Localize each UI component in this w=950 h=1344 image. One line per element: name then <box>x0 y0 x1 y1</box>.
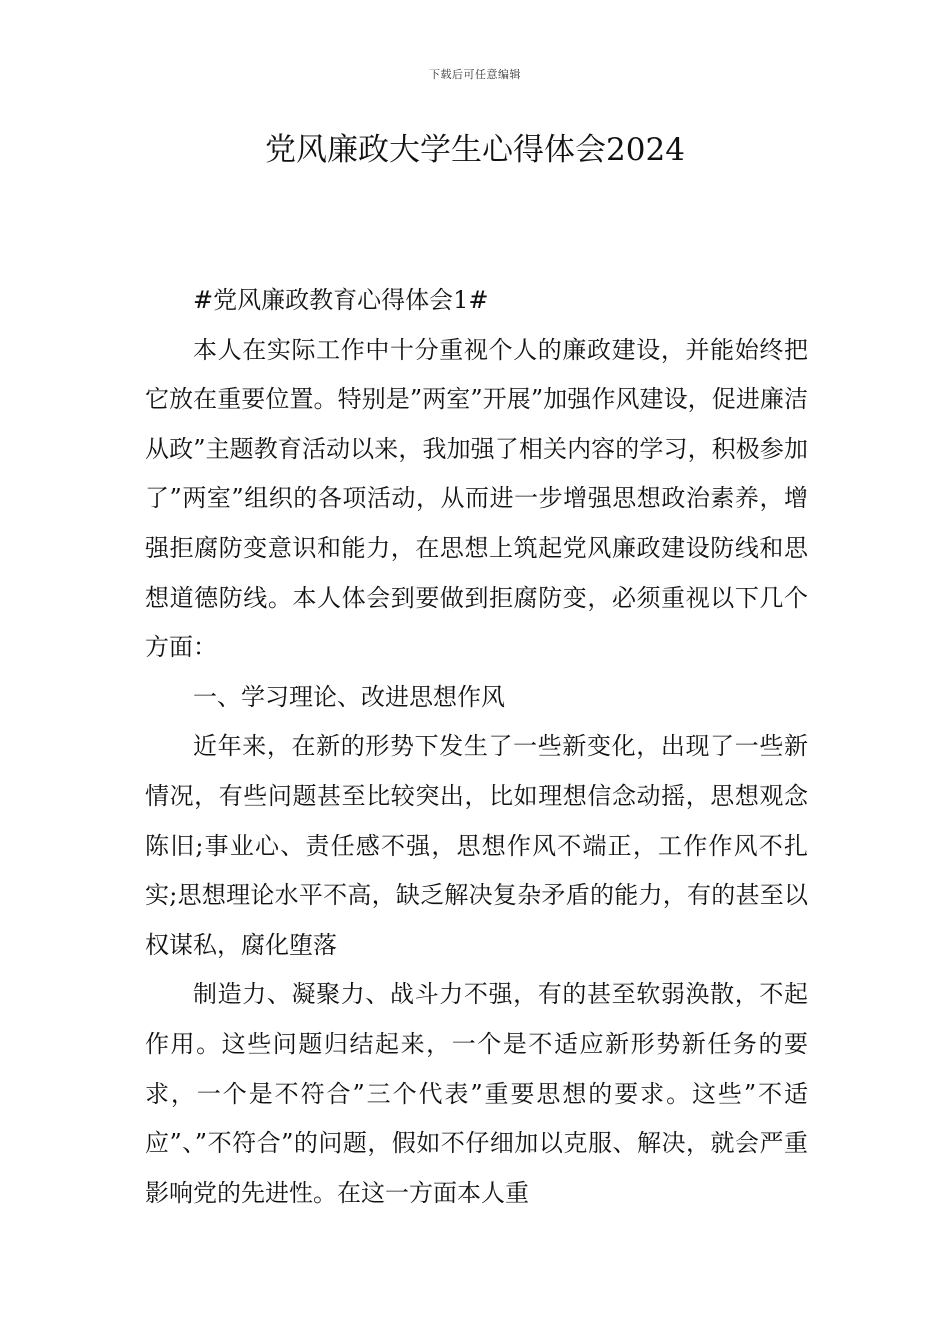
section-heading: #党风廉政教育心得体会1# <box>193 286 489 314</box>
body-paragraph: 本人在实际工作中十分重视个人的廉政建设，并能始终把它放在重要位置。特别是”两室”开展”加强作风建设，促进廉洁从政”主题教育活动以来，我加强了相关内容的学习，积极参加了”两室”组织的各项活动，从而进一步增强思想政治素养，增强拒腐防变意识和能力，在思想上筑起党风廉政建设防线和思想道德防线。本人体会到要做到拒腐防变，必须重视以下几个方面： <box>145 335 808 662</box>
header-note: 下载后可任意编辑 <box>429 68 521 81</box>
document-body <box>145 276 808 1218</box>
body-paragraph: 近年来，在新的形势下发生了一些新变化，出现了一些新情况，有些问题甚至比较突出，比如理想信念动摇，思想观念陈旧;事业心、责任感不强，思想作风不端正，工作作风不扎实;思想理论水平不高，缺乏解决复杂矛盾的能力，有的甚至以权谋私，腐化堕落 <box>145 732 808 959</box>
body-paragraph: 制造力、凝聚力、战斗力不强，有的甚至软弱涣散，不起作用。这些问题归结起来，一个是不适应新形势新任务的要求，一个是不符合”三个代表”重要思想的要求。这些”不适应”、”不符合”的问题，假如不仔细加以克服、解决，就会严重影响党的先进性。在这一方面本人重 <box>145 980 808 1207</box>
document-title: 党风廉政大学生心得体会2024 <box>265 132 685 168</box>
subsection-heading: 一、学习理论、改进思想作风 <box>193 682 505 711</box>
